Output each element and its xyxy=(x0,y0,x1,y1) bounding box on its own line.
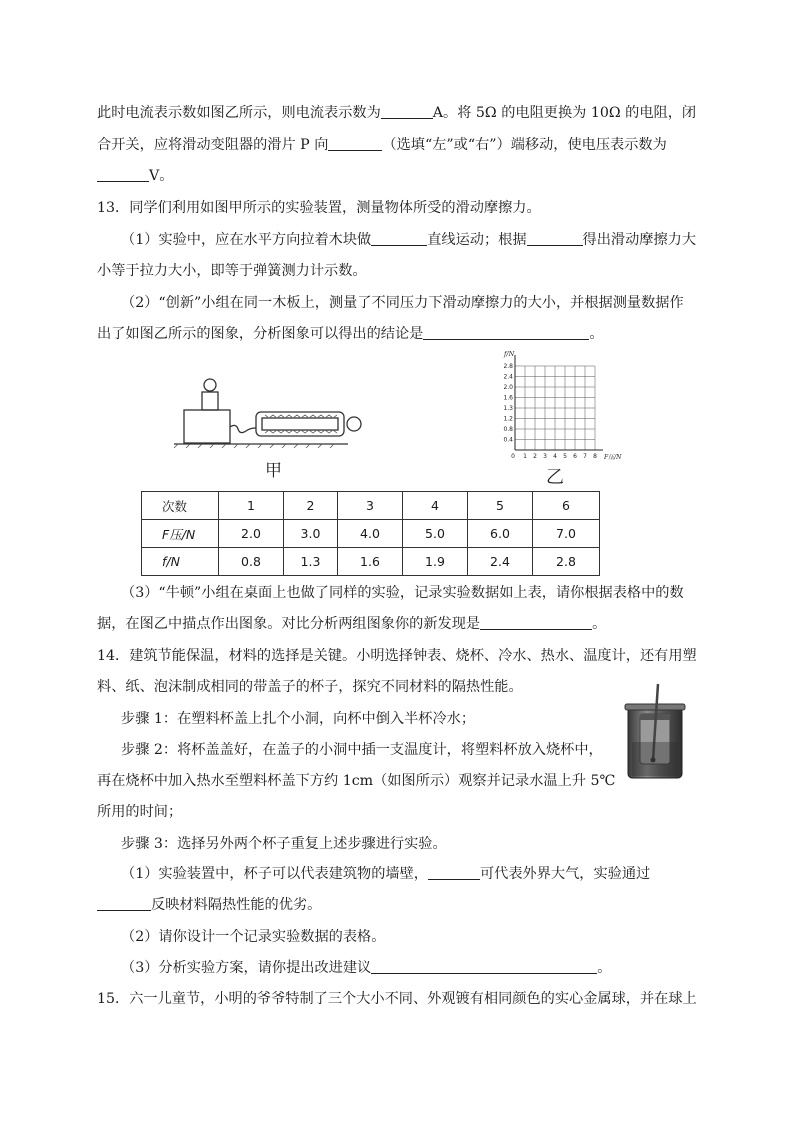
table-cell: f/N xyxy=(142,548,219,576)
text-line: （1）实验装置中，杯子可以代表建筑物的墙壁， 可代表外界大气，实验通过 xyxy=(121,866,651,882)
table-cell: 1.6 xyxy=(338,548,403,576)
text-line: 再在烧杯中加入热水至塑料杯盖下方约 1cm（如图所示）观察并记录水温上升 5℃ xyxy=(97,773,616,789)
table-row xyxy=(142,492,600,520)
text-line: 步骤 1：在塑料杯盖上扎个小洞，向杯中倒入半杯冷水； xyxy=(121,711,476,727)
text-line: 小等于拉力大小，即等于弹簧测力计示数。 xyxy=(97,263,367,279)
y-tick: 2.0 xyxy=(503,384,513,391)
question-14: 14．建筑节能保温，材料的选择是关键。小明选择钟表、烧杯、冷水、热水、温度计，还有用塑 xyxy=(97,648,697,664)
text-line: （2）请你设计一个记录实验数据的表格。 xyxy=(121,929,386,945)
x-tick: 5 xyxy=(563,453,567,460)
text-line: 所用的时间； xyxy=(97,804,183,820)
x-tick: 1 xyxy=(523,453,527,460)
y-tick: 1.2 xyxy=(503,415,513,423)
text-line: 步骤 3：选择另外两个杯子重复上述步骤进行实验。 xyxy=(121,836,447,852)
text-line: V。 xyxy=(97,166,173,186)
table-cell: 6 xyxy=(533,492,600,520)
table-cell: 3 xyxy=(338,492,403,520)
table-cell: 4.0 xyxy=(338,520,403,548)
table-cell: 0.8 xyxy=(219,548,284,576)
y-tick: 1.6 xyxy=(503,394,513,402)
y-tick: 2.4 xyxy=(503,373,513,381)
text-line: 此时电流表示数如图乙所示，则电流表示数为 A。将 5Ω 的电阻更换为 10Ω 的电阻，闭 xyxy=(97,105,697,121)
table-cell: 1.9 xyxy=(403,548,468,576)
x-tick: 7 xyxy=(583,453,587,460)
figure-label-jia: 甲 xyxy=(265,461,282,481)
figure-yi-graph xyxy=(490,345,630,485)
table-cell: 2.0 xyxy=(219,520,284,548)
table-cell: 5.0 xyxy=(403,520,468,548)
table-cell: 1.3 xyxy=(284,548,338,576)
table-row xyxy=(142,548,600,576)
table-cell: 次数 xyxy=(142,492,219,520)
table-cell: 2 xyxy=(284,492,338,520)
x-tick: 3 xyxy=(543,453,547,460)
beaker-figure xyxy=(620,682,690,782)
question-13: 13．同学们利用如图甲所示的实验装置，测量物体所受的滑动摩擦力。 xyxy=(97,200,541,216)
table-cell: 1 xyxy=(219,492,284,520)
table-cell: 4 xyxy=(403,492,468,520)
table-cell: 6.0 xyxy=(468,520,533,548)
y-tick: 0.4 xyxy=(503,436,513,444)
x-tick: 6 xyxy=(573,453,577,460)
figure-label-yi: 乙 xyxy=(546,467,564,485)
x-tick: 2 xyxy=(533,453,537,460)
text-line: 料、纸、泡沫制成相同的带盖子的杯子，探究不同材料的隔热性能。 xyxy=(97,679,523,695)
text-line: 步骤 2：将杯盖盖好，在盖子的小洞中插一支温度计，将塑料杯放入烧杯中， xyxy=(121,742,603,758)
y-tick: 1.3 xyxy=(503,405,513,412)
y-tick: 2.8 xyxy=(503,363,513,370)
table-row xyxy=(142,520,600,548)
text-line: 出了如图乙所示的图象，分析图象可以得出的结论是 。 xyxy=(97,326,604,342)
graph-xlabel: F压/N xyxy=(604,454,622,461)
table-cell: 2.8 xyxy=(533,548,600,576)
figure-jia xyxy=(170,372,380,484)
data-table xyxy=(141,491,600,576)
x-tick: 0 xyxy=(511,453,515,460)
text-line: （3）“牛顿”小组在桌面上也做了同样的实验，记录实验数据如上表，请你根据表格中的数 xyxy=(121,585,684,601)
y-tick: 0.8 xyxy=(503,426,513,433)
text-line: （2）“创新”小组在同一木板上，测量了不同压力下滑动摩擦力的大小，并根据测量数据作 xyxy=(121,295,684,311)
table-cell: F压/N xyxy=(142,520,219,548)
text-line: 合开关，应将滑动变阻器的滑片 P 向 （选填“左”或“右”）端移动，使电压表示数为 xyxy=(97,137,667,153)
text-line: 反映材料隔热性能的优劣。 xyxy=(97,895,321,915)
x-tick: 8 xyxy=(593,453,597,460)
graph-ylabel: f/N xyxy=(504,350,515,358)
table-cell: 7.0 xyxy=(533,520,600,548)
x-tick: 4 xyxy=(553,453,557,460)
table-cell: 5 xyxy=(468,492,533,520)
question-15: 15．六一儿童节，小明的爷爷特制了三个大小不同、外观镀有相同颜色的实心金属球，并在球上 xyxy=(97,991,697,1007)
text-line: （1）实验中，应在水平方向拉着木块做 直线运动；根据 得出滑动摩擦力大 xyxy=(121,232,697,248)
text-line: （3）分析实验方案，请你提出改进建议 。 xyxy=(121,960,612,976)
table-cell: 3.0 xyxy=(284,520,338,548)
table-cell: 2.4 xyxy=(468,548,533,576)
text-line: 据，在图乙中描点作出图象。对比分析两组图象你的新发现是 。 xyxy=(97,616,607,632)
